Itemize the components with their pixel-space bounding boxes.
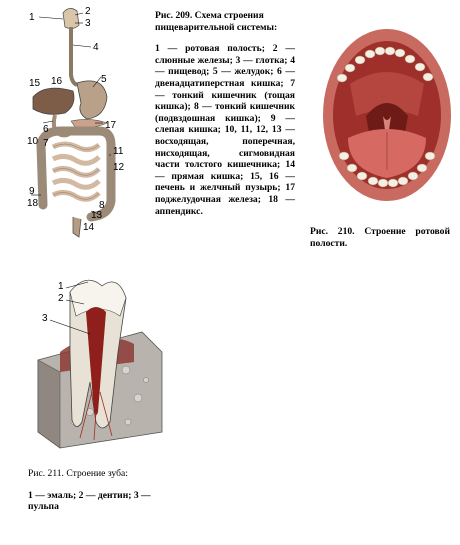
figure-209-caption-block (155, 10, 295, 217)
figure-211-caption-block (28, 468, 178, 513)
tooth-illustration (30, 272, 165, 454)
callout-3: 3 (85, 18, 91, 29)
callout-10: 10 (27, 136, 39, 147)
figure-210-caption: Рис. 210. Строение ротовой полости. (310, 226, 450, 249)
callout-1: 1 (29, 12, 35, 23)
callout-18: 18 (27, 198, 39, 209)
figure-211-caption: 1 — эмаль; 2 — дентин; 3 — пульпа (28, 489, 151, 513)
oral-cavity-illustration (320, 20, 455, 210)
callout-5: 5 (101, 74, 107, 85)
callout-12: 12 (113, 162, 125, 173)
callout-9: 9 (29, 186, 35, 197)
callout-15: 15 (29, 78, 41, 89)
callout-8: 8 (99, 200, 105, 211)
tooth-callout-2: 2 (58, 293, 64, 304)
tooth-callout-3: 3 (42, 313, 48, 324)
callout-13: 13 (91, 210, 103, 221)
figure-209-title: Рис. 209. Схема строения пищеварительной системы: (155, 10, 278, 33)
digestive-system-illustration (25, 5, 135, 245)
callout-11: 11 (113, 146, 124, 157)
tooth-callout-1: 1 (58, 281, 64, 292)
callout-7: 7 (43, 138, 49, 149)
callout-6: 6 (43, 124, 49, 135)
figure-211-title: Рис. 211. Строение зуба: (28, 468, 128, 479)
oral-cavity-figure (320, 20, 455, 210)
callout-2: 2 (85, 6, 91, 17)
digestive-system-figure (25, 5, 135, 245)
callout-16: 16 (51, 76, 63, 87)
callout-4: 4 (93, 42, 99, 53)
callout-14: 14 (83, 222, 95, 233)
tooth-figure (30, 272, 165, 454)
callout-17: 17 (105, 120, 117, 131)
figure-209-caption: 1 — ротовая полость; 2 — слюнные железы; 3 — глотка; 4 — пищевод; 5 — желудок; 6 — двенадцатиперстная кишка; 7 — тонкий кишечник (тощая кишка); 8 — тонкий кишечник (подвздошная кишка); 9 — слепая кишка; 10, 11, 12, 13 — восходящая, поперечная, нисходящая, сигмовидная части толстого кишечника; 14 — прямая кишка; 15, 16 — печень и желчный пузырь; 17 поджелудочная железа; 18 — аппендикс. (155, 43, 295, 217)
